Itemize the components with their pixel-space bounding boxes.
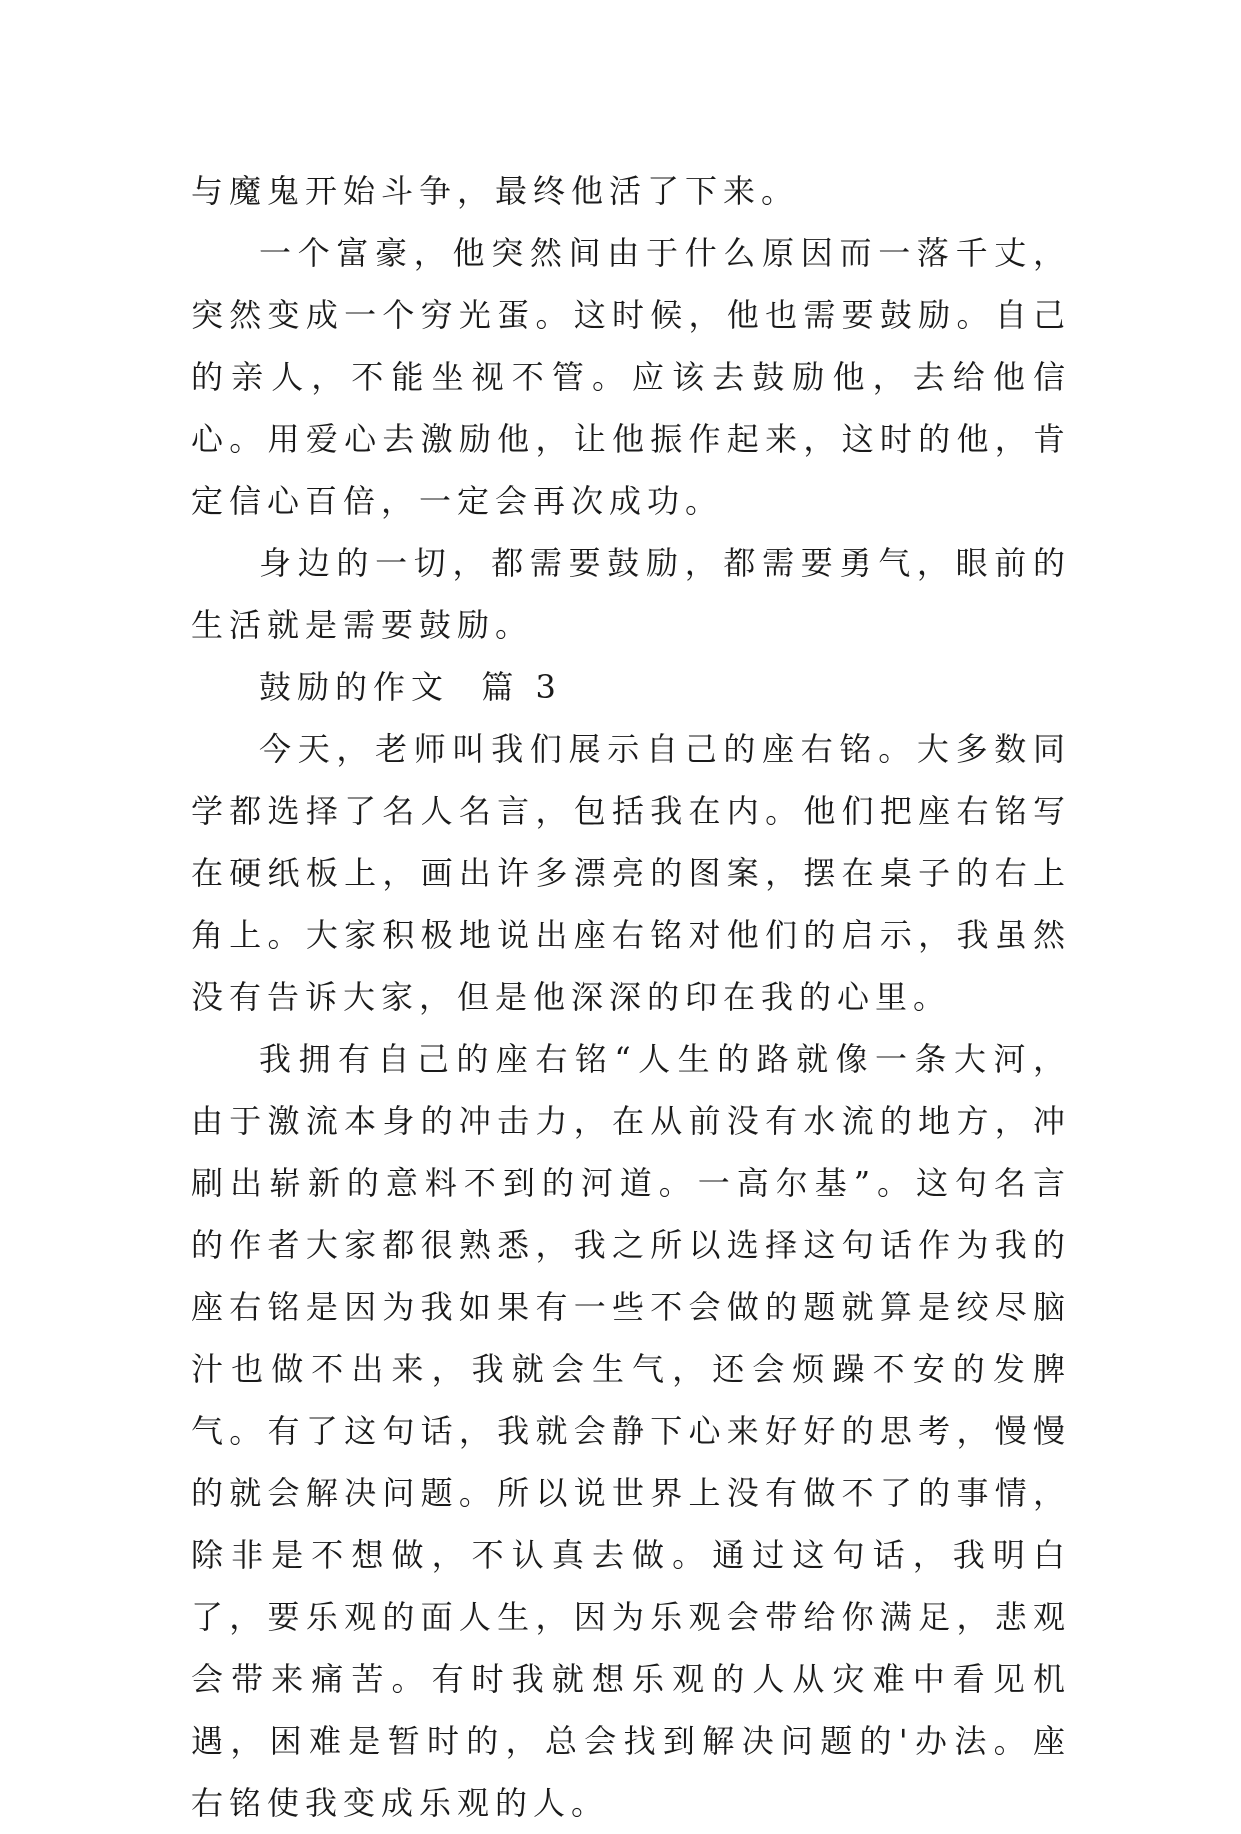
paragraph-1: 与魔鬼开始斗争，最终他活了下来。 bbox=[191, 172, 800, 210]
paragraph-4: 今天，老师叫我们展示自己的座右铭。大多数同学都选择了名人名言，包括我在内。他们把座右铭写在硬纸板上，画出许多漂亮的图案，摆在桌子的右上角上。大家积极地说出座右铭对他们的启示，我虽然没有告诉大家，但是他深深的印在我的心里。 bbox=[191, 730, 1071, 1016]
document-body bbox=[191, 160, 1071, 1834]
paragraph-3: 身边的一切，都需要鼓励，都需要勇气，眼前的生活就是需要鼓励。 bbox=[191, 544, 1071, 644]
section-heading: 鼓励的作文 篇 3 bbox=[259, 668, 562, 706]
paragraph-2: 一个富豪，他突然间由于什么原因而一落千丈，突然变成一个穷光蛋。这时候，他也需要鼓励。自己的亲人，不能坐视不管。应该去鼓励他，去给他信心。用爱心去激励他，让他振作起来，这时的他，肯定信心百倍，一定会再次成功。 bbox=[191, 234, 1071, 520]
paragraph-5: 我拥有自己的座右铭“人生的路就像一条大河，由于激流本身的冲击力，在从前没有水流的地方，冲刷出崭新的意料不到的河道。一高尔基”。这句名言的作者大家都很熟悉，我之所以选择这句话作为我的座右铭是因为我如果有一些不会做的题就算是绞尽脑汁也做不出来，我就会生气，还会烦躁不安的发脾气。有了这句话，我就会静下心来好好的思考，慢慢的就会解决问题。所以说世界上没有做不了的事情，除非是不想做，不认真去做。通过这句话，我明白了，要乐观的面人生，因为乐观会带给你满足，悲观会带来痛苦。有时我就想乐观的人从灾难中看见机遇，困难是暂时的，总会找到解决问题的'办法。座右铭使我变成乐观的人。 bbox=[191, 1040, 1071, 1822]
